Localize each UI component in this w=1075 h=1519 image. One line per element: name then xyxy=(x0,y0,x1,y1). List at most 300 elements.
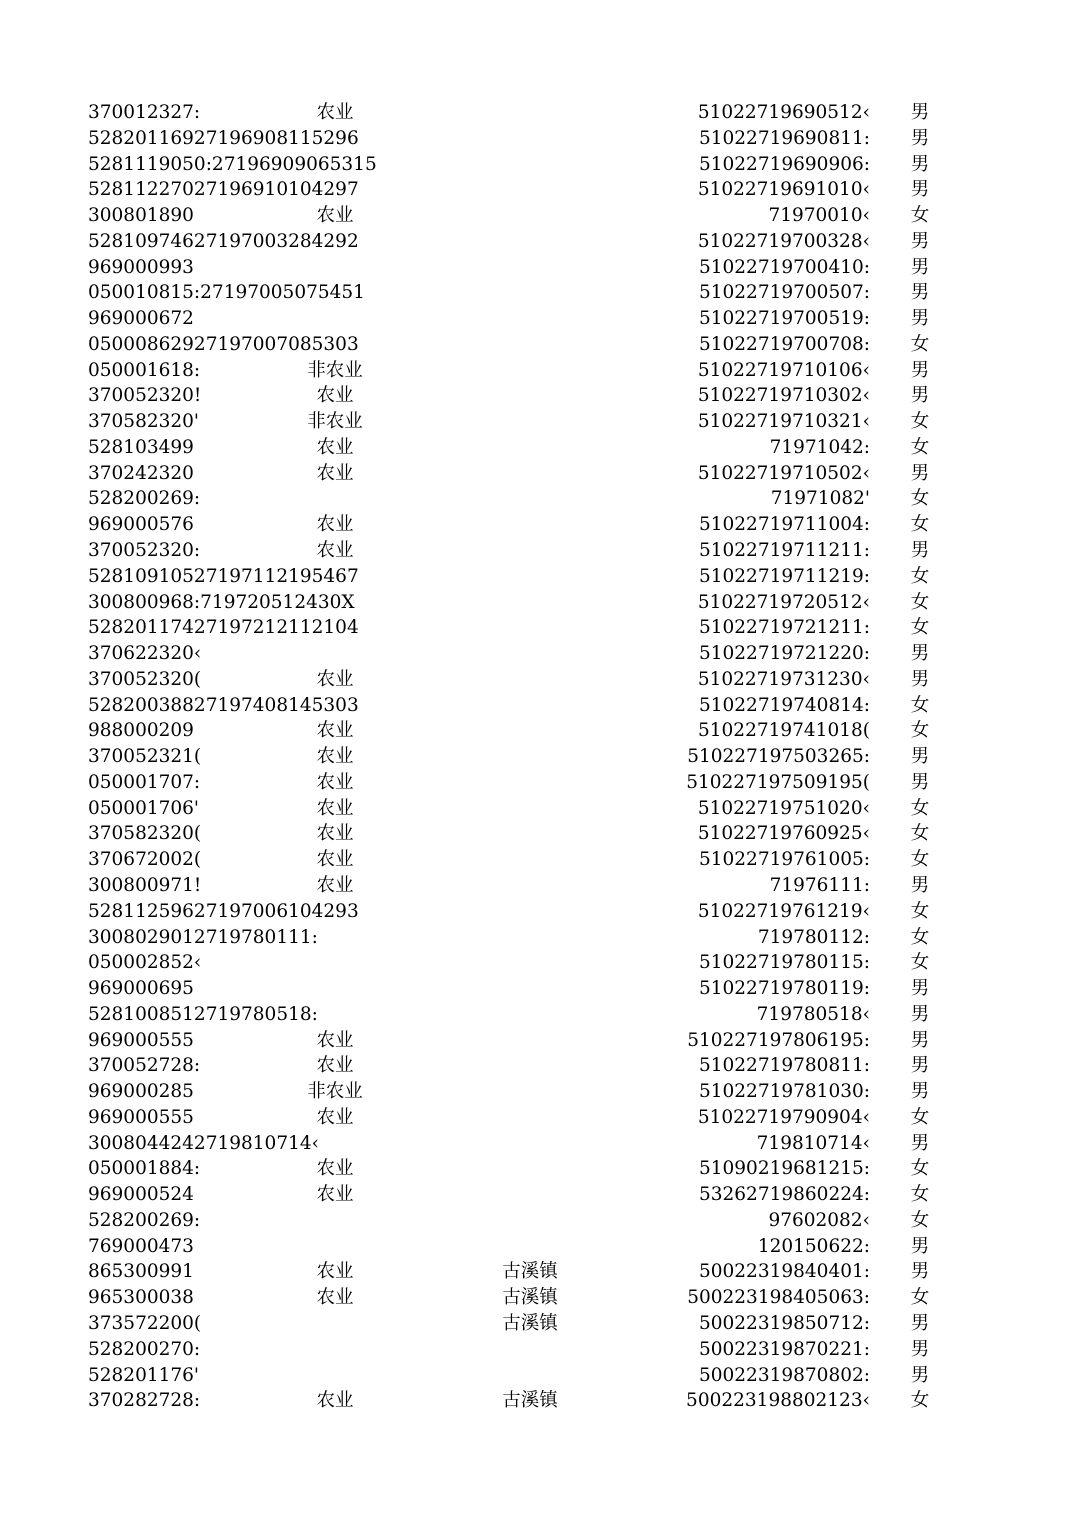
cell-b[interactable]: 农业 xyxy=(316,102,354,123)
cell-e[interactable]: 女 xyxy=(910,797,930,819)
cell-a[interactable]: 370282728: xyxy=(88,1390,201,1412)
table-row xyxy=(0,1337,1075,1363)
cell-e[interactable]: 男 xyxy=(910,874,930,896)
cell-b[interactable] xyxy=(290,1131,380,1157)
cell-e[interactable]: 男 xyxy=(910,1235,930,1257)
table-row xyxy=(0,306,1075,332)
cell-c[interactable] xyxy=(470,538,590,564)
cell-c[interactable] xyxy=(470,435,590,461)
cell-e[interactable]: 女 xyxy=(910,488,930,510)
cell-b[interactable]: 农业 xyxy=(316,746,354,768)
cell-b[interactable]: 农业 xyxy=(316,1029,354,1051)
cell-a[interactable]: 969000285 xyxy=(88,1081,194,1103)
cell-a[interactable]: 050001707: xyxy=(88,771,201,793)
table-row xyxy=(0,538,1075,564)
cell-c[interactable] xyxy=(470,255,590,281)
table-row xyxy=(0,693,1075,719)
cell-a[interactable]: 769000473 xyxy=(88,1235,194,1257)
cell-b[interactable] xyxy=(290,1363,380,1389)
cell-c[interactable] xyxy=(470,925,590,951)
cell-d[interactable]: 51022719700708: xyxy=(698,333,870,355)
cell-d[interactable]: 50022319850712: xyxy=(698,1312,870,1334)
cell-b[interactable] xyxy=(290,693,380,719)
cell-d[interactable]: 50022319870802: xyxy=(698,1364,870,1386)
cell-e[interactable]: 女 xyxy=(910,694,930,716)
cell-b[interactable]: 农业 xyxy=(316,720,354,742)
cell-b[interactable] xyxy=(290,641,380,667)
cell-a[interactable]: 370012327: xyxy=(88,102,201,123)
cell-e[interactable]: 男 xyxy=(910,643,930,665)
cell-c[interactable] xyxy=(470,1363,590,1389)
cell-b[interactable]: 农业 xyxy=(316,1261,354,1283)
cell-a[interactable]: 528200269: xyxy=(88,1209,201,1231)
table-row xyxy=(0,486,1075,512)
table-row xyxy=(0,100,1075,126)
table-row xyxy=(0,1028,1075,1054)
cell-e[interactable]: 女 xyxy=(910,1158,930,1180)
cell-a[interactable]: 370052320! xyxy=(88,385,202,407)
cell-c[interactable] xyxy=(470,512,590,538)
cell-c[interactable] xyxy=(470,1079,590,1105)
cell-c[interactable] xyxy=(470,693,590,719)
cell-d[interactable]: 51022719731230‹ xyxy=(697,668,870,690)
table-row xyxy=(0,435,1075,461)
cell-a[interactable]: 5282011692719690811529​6 xyxy=(88,127,359,149)
cell-e[interactable]: 男 xyxy=(910,153,930,175)
cell-d[interactable]: 51022719711004: xyxy=(698,514,870,536)
cell-e[interactable]: 女 xyxy=(910,823,930,845)
cell-b[interactable] xyxy=(290,332,380,358)
cell-b[interactable]: 农业 xyxy=(316,771,354,793)
cell-a[interactable]: 300800968:71972051243​0X xyxy=(88,591,355,613)
cell-a[interactable]: 370622320‹ xyxy=(88,643,202,665)
cell-d[interactable]: 71971042: xyxy=(769,436,870,458)
table-row xyxy=(0,615,1075,641)
cell-d[interactable]: 71971082' xyxy=(770,488,870,510)
cell-e[interactable]: 男 xyxy=(910,1261,930,1283)
table-row xyxy=(0,255,1075,281)
cell-c[interactable] xyxy=(470,1002,590,1028)
table-row xyxy=(0,590,1075,616)
cell-c[interactable] xyxy=(470,229,590,255)
cell-b[interactable] xyxy=(290,255,380,281)
cell-e[interactable]: 女 xyxy=(910,720,930,742)
cell-e[interactable]: 男 xyxy=(910,771,930,793)
cell-d[interactable]: 51022719750919​5( xyxy=(686,771,870,793)
cell-c[interactable] xyxy=(470,383,590,409)
table-row xyxy=(0,1079,1075,1105)
cell-e[interactable]: 男 xyxy=(910,1029,930,1051)
cell-a[interactable]: 370582320' xyxy=(88,411,200,433)
cell-d[interactable]: 71978051​8‹ xyxy=(756,1003,870,1025)
cell-d[interactable]: 51022719781030: xyxy=(698,1081,870,1103)
cell-a[interactable]: 370052321( xyxy=(88,746,202,768)
cell-c[interactable]: 古溪镇 xyxy=(502,1390,558,1412)
cell-b[interactable]: 农业 xyxy=(316,1106,354,1128)
spreadsheet xyxy=(0,100,1075,1414)
cell-c[interactable] xyxy=(470,409,590,435)
table-row xyxy=(0,641,1075,667)
cell-d[interactable]: 51022719721211: xyxy=(698,617,870,639)
table-row xyxy=(0,1156,1075,1182)
cell-a[interactable]: 969000555 xyxy=(88,1106,194,1128)
cell-c[interactable] xyxy=(470,847,590,873)
cell-a[interactable]: 865300991 xyxy=(88,1261,194,1283)
table-row xyxy=(0,925,1075,951)
cell-e[interactable]: 女 xyxy=(910,952,930,974)
cell-c[interactable] xyxy=(470,1337,590,1363)
table-row xyxy=(0,1285,1075,1311)
cell-b[interactable] xyxy=(290,126,380,152)
cell-a[interactable]: 5281097462719700328429​2 xyxy=(88,230,359,252)
cell-b[interactable] xyxy=(290,1002,380,1028)
cell-e[interactable]: 男 xyxy=(910,230,930,252)
cell-e[interactable]: 男 xyxy=(910,1364,930,1386)
cell-b[interactable] xyxy=(290,229,380,255)
cell-c[interactable] xyxy=(470,564,590,590)
cell-e[interactable]: 男 xyxy=(910,308,930,330)
cell-d[interactable]: 71981071​4‹ xyxy=(756,1132,870,1154)
table-row xyxy=(0,718,1075,744)
table-row xyxy=(0,1311,1075,1337)
cell-c[interactable] xyxy=(470,1053,590,1079)
cell-d[interactable]: 51090219681215: xyxy=(698,1158,870,1180)
cell-c[interactable] xyxy=(470,1156,590,1182)
cell-c[interactable] xyxy=(470,177,590,203)
cell-d[interactable]: 51022719700507: xyxy=(698,282,870,304)
cell-a[interactable]: 3008029012719780111: xyxy=(88,926,318,948)
cell-a[interactable]: 370242320 xyxy=(88,462,194,484)
cell-d[interactable]: 51022719690811: xyxy=(698,127,870,149)
cell-d[interactable]: 50022319840401: xyxy=(698,1261,870,1283)
cell-a[interactable]: 050001618: xyxy=(88,359,201,381)
cell-c[interactable] xyxy=(470,873,590,899)
cell-b[interactable]: 农业 xyxy=(316,1287,354,1309)
cell-c[interactable] xyxy=(470,306,590,332)
cell-a[interactable]: 300801890 xyxy=(88,205,194,227)
cell-b[interactable]: 非农业 xyxy=(307,359,363,381)
cell-b[interactable]: 农业 xyxy=(316,462,354,484)
cell-b[interactable] xyxy=(290,1337,380,1363)
cell-d[interactable]: 51022719710502‹ xyxy=(697,462,870,484)
cell-d[interactable]: 51022719761005: xyxy=(698,849,870,871)
cell-b[interactable] xyxy=(290,564,380,590)
cell-e[interactable]: 男 xyxy=(910,668,930,690)
cell-e[interactable]: 女 xyxy=(910,1184,930,1206)
cell-c[interactable] xyxy=(470,461,590,487)
cell-d[interactable]: 51022719710106‹ xyxy=(697,359,870,381)
cell-b[interactable] xyxy=(290,280,380,306)
cell-e[interactable]: 女 xyxy=(910,1287,930,1309)
cell-d[interactable]: 51022719700519: xyxy=(698,308,870,330)
cell-b[interactable]: 农业 xyxy=(316,1184,354,1206)
cell-c[interactable]: 古溪镇 xyxy=(502,1312,558,1334)
table-row xyxy=(0,950,1075,976)
cell-a[interactable]: 370052320( xyxy=(88,668,202,690)
cell-c[interactable] xyxy=(470,770,590,796)
cell-d[interactable]: 51022719761219‹ xyxy=(697,900,870,922)
cell-e[interactable]: 女 xyxy=(910,1209,930,1231)
cell-c[interactable]: 古溪镇 xyxy=(502,1287,558,1309)
cell-e[interactable]: 女 xyxy=(910,591,930,613)
cell-c[interactable] xyxy=(470,100,590,126)
table-row xyxy=(0,126,1075,152)
cell-b[interactable] xyxy=(290,590,380,616)
cell-b[interactable]: 农业 xyxy=(316,1055,354,1077)
cell-d[interactable]: 53262719860224: xyxy=(698,1184,870,1206)
cell-b[interactable] xyxy=(290,152,380,178)
cell-b[interactable]: 农业 xyxy=(316,1390,354,1412)
cell-b[interactable]: 农业 xyxy=(316,668,354,690)
cell-c[interactable] xyxy=(470,821,590,847)
cell-e[interactable]: 女 xyxy=(910,1390,930,1412)
cell-c[interactable] xyxy=(470,667,590,693)
cell-d[interactable]: 51022719750326​5: xyxy=(687,746,870,768)
cell-b[interactable]: 农业 xyxy=(316,436,354,458)
cell-c[interactable] xyxy=(470,744,590,770)
cell-c[interactable] xyxy=(470,1208,590,1234)
cell-a[interactable]: 528200270: xyxy=(88,1338,201,1360)
cell-a[interactable]: 370582320( xyxy=(88,823,202,845)
cell-e[interactable]: 男 xyxy=(910,127,930,149)
cell-d[interactable]: 50022319840506​3: xyxy=(687,1287,870,1309)
cell-b[interactable] xyxy=(290,615,380,641)
cell-d[interactable]: 51022719690906: xyxy=(698,153,870,175)
cell-c[interactable] xyxy=(470,718,590,744)
cell-d[interactable]: 51022719780619​5: xyxy=(687,1029,870,1051)
cell-a[interactable]: 370672002( xyxy=(88,849,202,871)
cell-a[interactable]: 5282011742719721211210​4 xyxy=(88,617,359,639)
table-row xyxy=(0,229,1075,255)
cell-e[interactable]: 男 xyxy=(910,256,930,278)
cell-e[interactable]: 女 xyxy=(910,900,930,922)
cell-e[interactable]: 女 xyxy=(910,411,930,433)
cell-b[interactable] xyxy=(290,177,380,203)
table-row xyxy=(0,1388,1075,1414)
cell-b[interactable]: 农业 xyxy=(316,514,354,536)
cell-b[interactable]: 农业 xyxy=(316,874,354,896)
cell-e[interactable]: 男 xyxy=(910,1338,930,1360)
table-row xyxy=(0,821,1075,847)
cell-b[interactable]: 农业 xyxy=(316,385,354,407)
cell-d[interactable]: 71970010‹ xyxy=(768,205,870,227)
cell-a[interactable]: 5281125962719700610429​3 xyxy=(88,900,359,922)
cell-d[interactable]: 51022719740814: xyxy=(698,694,870,716)
table-row xyxy=(0,1131,1075,1157)
cell-a[interactable]: 3008044242719810714‹ xyxy=(88,1132,320,1154)
cell-e[interactable]: 女 xyxy=(910,514,930,536)
cell-c[interactable] xyxy=(470,950,590,976)
cell-d[interactable]: 51022719710321‹ xyxy=(697,411,870,433)
table-row xyxy=(0,332,1075,358)
cell-c[interactable] xyxy=(470,1105,590,1131)
table-row xyxy=(0,873,1075,899)
cell-d[interactable]: 51022719760925‹ xyxy=(697,823,870,845)
cell-d[interactable]: 97602082‹ xyxy=(768,1209,870,1231)
table-row xyxy=(0,899,1075,925)
cell-e[interactable]: 男 xyxy=(910,540,930,562)
cell-d[interactable]: 50022319870221: xyxy=(698,1338,870,1360)
cell-b[interactable]: 农业 xyxy=(316,797,354,819)
cell-a[interactable]: 5281008512719780518: xyxy=(88,1003,318,1025)
cell-b[interactable] xyxy=(290,1234,380,1260)
table-row xyxy=(0,564,1075,590)
cell-a[interactable]: 965300038 xyxy=(88,1287,194,1309)
cell-c[interactable] xyxy=(470,976,590,1002)
cell-c[interactable] xyxy=(470,486,590,512)
cell-c[interactable] xyxy=(470,1028,590,1054)
cell-e[interactable]: 女 xyxy=(910,617,930,639)
cell-a[interactable]: 969000555 xyxy=(88,1029,194,1051)
cell-a[interactable]: 370052320: xyxy=(88,540,201,562)
table-row xyxy=(0,667,1075,693)
cell-e[interactable]: 女 xyxy=(910,205,930,227)
cell-d[interactable]: 51022719741018( xyxy=(697,720,870,742)
table-row xyxy=(0,1208,1075,1234)
cell-c[interactable] xyxy=(470,280,590,306)
cell-d[interactable]: 51022719711219: xyxy=(698,565,870,587)
cell-d[interactable]: 51022719751020‹ xyxy=(697,797,870,819)
table-row xyxy=(0,796,1075,822)
table-row xyxy=(0,280,1075,306)
table-row xyxy=(0,1053,1075,1079)
cell-e[interactable]: 男 xyxy=(910,1003,930,1025)
cell-e[interactable]: 女 xyxy=(910,333,930,355)
cell-c[interactable] xyxy=(470,203,590,229)
cell-d[interactable]: 51022719721220: xyxy=(698,643,870,665)
cell-b[interactable] xyxy=(290,306,380,332)
table-row xyxy=(0,383,1075,409)
cell-d[interactable]: 51022719780115: xyxy=(698,952,870,974)
cell-d[interactable]: 51022719720512‹ xyxy=(697,591,870,613)
cell-d[interactable]: 51022719710302‹ xyxy=(697,385,870,407)
cell-d[interactable]: 51022719790904‹ xyxy=(697,1106,870,1128)
table-row xyxy=(0,744,1075,770)
cell-a[interactable]: 0500086292719700708530​3 xyxy=(88,333,359,355)
cell-e[interactable]: 男 xyxy=(910,1132,930,1154)
cell-d[interactable]: 51022719690512‹ xyxy=(697,102,870,123)
cell-a[interactable]: 528103499 xyxy=(88,436,194,458)
cell-a[interactable]: 300800971! xyxy=(88,874,202,896)
cell-a[interactable]: 969000576 xyxy=(88,514,194,536)
cell-c[interactable] xyxy=(470,590,590,616)
cell-c[interactable] xyxy=(470,1182,590,1208)
cell-c[interactable]: 古溪镇 xyxy=(502,1261,558,1283)
cell-a[interactable]: 050002852‹ xyxy=(88,952,202,974)
table-row xyxy=(0,152,1075,178)
cell-a[interactable]: 5281122702719691010429​7 xyxy=(88,179,359,201)
cell-c[interactable] xyxy=(470,641,590,667)
cell-e[interactable]: 男 xyxy=(910,102,930,123)
cell-d[interactable]: 51022719780119: xyxy=(698,978,870,1000)
cell-c[interactable] xyxy=(470,1234,590,1260)
cell-a[interactable]: 969000672 xyxy=(88,308,194,330)
table-row xyxy=(0,976,1075,1002)
table-row xyxy=(0,770,1075,796)
cell-a[interactable]: 050001706' xyxy=(88,797,200,819)
cell-b[interactable]: 农业 xyxy=(316,540,354,562)
cell-a[interactable]: 5281119050:27196909065315 xyxy=(88,153,377,175)
cell-a[interactable]: 988000209 xyxy=(88,720,194,742)
cell-e[interactable]: 女 xyxy=(910,565,930,587)
cell-a[interactable]: 969000524 xyxy=(88,1184,194,1206)
cell-b[interactable]: 农业 xyxy=(316,205,354,227)
cell-c[interactable] xyxy=(470,615,590,641)
cell-b[interactable]: 非农业 xyxy=(307,1081,363,1103)
cell-b[interactable]: 农业 xyxy=(316,849,354,871)
cell-a[interactable]: 373572200( xyxy=(88,1312,202,1334)
cell-b[interactable] xyxy=(290,1208,380,1234)
cell-d[interactable]: 51022719780811: xyxy=(698,1055,870,1077)
cell-b[interactable] xyxy=(290,1311,380,1337)
cell-c[interactable] xyxy=(470,358,590,384)
cell-e[interactable]: 男 xyxy=(910,746,930,768)
cell-a[interactable]: 370052728: xyxy=(88,1055,201,1077)
cell-e[interactable]: 男 xyxy=(910,1312,930,1334)
cell-c[interactable] xyxy=(470,796,590,822)
cell-e[interactable]: 男 xyxy=(910,282,930,304)
table-row xyxy=(0,1182,1075,1208)
cell-b[interactable]: 农业 xyxy=(316,1158,354,1180)
cell-d[interactable]: 50022319880212​3‹ xyxy=(686,1390,870,1412)
cell-c[interactable] xyxy=(470,126,590,152)
table-row xyxy=(0,1002,1075,1028)
cell-e[interactable]: 女 xyxy=(910,436,930,458)
cell-c[interactable] xyxy=(470,332,590,358)
table-row xyxy=(0,177,1075,203)
cell-a[interactable]: 969000695 xyxy=(88,978,194,1000)
table-row xyxy=(0,409,1075,435)
table-row xyxy=(0,1105,1075,1131)
cell-d[interactable]: 51022719691010‹ xyxy=(697,179,870,201)
cell-d[interactable]: 51022719700328‹ xyxy=(697,230,870,252)
cell-b[interactable]: 非农业 xyxy=(307,411,363,433)
cell-b[interactable]: 农业 xyxy=(316,823,354,845)
cell-e[interactable]: 男 xyxy=(910,359,930,381)
cell-e[interactable]: 女 xyxy=(910,926,930,948)
cell-e[interactable]: 男 xyxy=(910,385,930,407)
cell-c[interactable] xyxy=(470,1131,590,1157)
cell-d[interactable]: 71976111: xyxy=(769,874,870,896)
cell-d[interactable]: 120150622: xyxy=(757,1235,870,1257)
cell-a[interactable]: 5281091052719711219546​7 xyxy=(88,565,359,587)
cell-a[interactable]: 528201176' xyxy=(88,1364,200,1386)
cell-a[interactable]: 050001884: xyxy=(88,1158,201,1180)
cell-e[interactable]: 男 xyxy=(910,462,930,484)
cell-b[interactable] xyxy=(290,976,380,1002)
cell-d[interactable]: 51022719700410: xyxy=(698,256,870,278)
cell-e[interactable]: 男 xyxy=(910,978,930,1000)
cell-c[interactable] xyxy=(470,152,590,178)
cell-a[interactable]: 969000993 xyxy=(88,256,194,278)
cell-b[interactable] xyxy=(290,486,380,512)
cell-c[interactable] xyxy=(470,899,590,925)
cell-b[interactable] xyxy=(290,950,380,976)
cell-d[interactable]: 51022719711211: xyxy=(698,540,870,562)
cell-a[interactable]: 050010815:27197005075451 xyxy=(88,282,365,304)
table-row xyxy=(0,203,1075,229)
cell-b[interactable] xyxy=(290,925,380,951)
cell-a[interactable]: 528200269: xyxy=(88,488,201,510)
cell-e[interactable]: 女 xyxy=(910,849,930,871)
cell-e[interactable]: 女 xyxy=(910,1106,930,1128)
cell-b[interactable] xyxy=(290,899,380,925)
cell-a[interactable]: 5282003882719740814530​3 xyxy=(88,694,359,716)
cell-e[interactable]: 男 xyxy=(910,1081,930,1103)
cell-e[interactable]: 男 xyxy=(910,1055,930,1077)
cell-d[interactable]: 71978011​2: xyxy=(757,926,870,948)
cell-e[interactable]: 男 xyxy=(910,179,930,201)
